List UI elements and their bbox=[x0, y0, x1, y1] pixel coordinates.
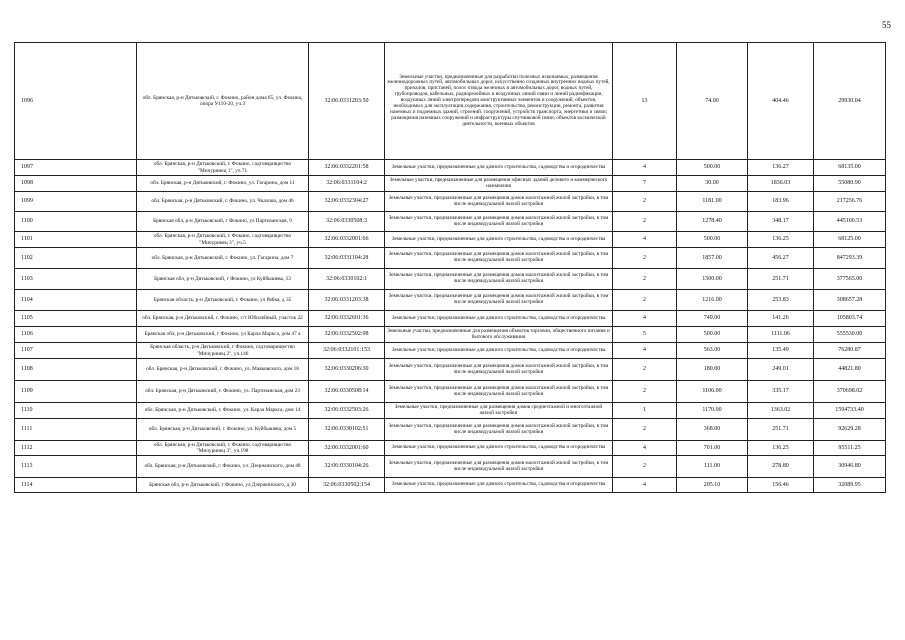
table-row bbox=[15, 441, 886, 456]
row-cadastral-number: 32:06:0332101:153 bbox=[309, 343, 385, 359]
row-address: Брянская обл, р-н Дятьковский, г Фокино, ул Партизанская, 9 bbox=[137, 212, 309, 232]
row-land-purpose: Земельные участки, предназначенные для размещения домов среднеэтажной и многоэтажной жилой застройки bbox=[385, 403, 613, 419]
table-row bbox=[15, 478, 886, 493]
row-cadastral-value: 68125.00 bbox=[814, 232, 886, 248]
row-area: 205.10 bbox=[677, 478, 748, 493]
row-cadastral-number: 32:06:0332001:60 bbox=[309, 441, 385, 456]
row-group-number: 2 bbox=[613, 359, 677, 381]
row-group-number: 7 bbox=[613, 176, 677, 192]
table-row bbox=[15, 327, 886, 343]
row-address: обл. Брянская, р-н Дятьковский, г. Фокино, ул. Гагарина, дом 7 bbox=[137, 248, 309, 269]
row-address: обл. Брянская, р-н Дятьковский, г. Фокино, с/т Юбилейный, участок 22 bbox=[137, 311, 309, 327]
row-specific-cadastral-value: 404.46 bbox=[748, 43, 814, 160]
row-number: 1101 bbox=[15, 232, 137, 248]
row-group-number: 2 bbox=[613, 192, 677, 212]
row-area: 1216.00 bbox=[677, 290, 748, 311]
row-land-purpose: Земельные участки, предназначенные для дачного строительства, садоводства и огородничества bbox=[385, 232, 613, 248]
row-number: 1110 bbox=[15, 403, 137, 419]
table-row bbox=[15, 212, 886, 232]
table-row bbox=[15, 269, 886, 290]
row-group-number: 1 bbox=[613, 403, 677, 419]
row-number: 1096 bbox=[15, 43, 137, 160]
table-row bbox=[15, 176, 886, 192]
row-address: Брянская область, р-н Дятьковский, г. Фокино, ул Рябка, д 35 bbox=[137, 290, 309, 311]
row-cadastral-number: 32:06:0332001:66 bbox=[309, 232, 385, 248]
row-cadastral-number: 32:06:0330206:30 bbox=[309, 359, 385, 381]
row-cadastral-number: 32:06:0332304:27 bbox=[309, 192, 385, 212]
row-group-number: 2 bbox=[613, 248, 677, 269]
row-land-purpose: Земельные участки, предназначенные для размещения домов малоэтажной жилой застройки, в том числе индивидуальной жилой застройки bbox=[385, 290, 613, 311]
row-number: 1111 bbox=[15, 419, 137, 441]
row-number: 1108 bbox=[15, 359, 137, 381]
row-address: обл. Брянская, р-н Дятьковский, г. Фокино, район дома 65, ул. Фокина, опора У110-20, уч.3 bbox=[137, 43, 309, 160]
row-cadastral-value: 92629.28 bbox=[814, 419, 886, 441]
row-land-purpose: Земельные участки, предназначенные для размещения офисных зданий делового и коммерческого назначения bbox=[385, 176, 613, 192]
row-land-purpose: Земельные участки, предназначенные для дачного строительства, садоводства и огородничества bbox=[385, 311, 613, 327]
row-area: 111.00 bbox=[677, 456, 748, 478]
table-row bbox=[15, 359, 886, 381]
row-area: 1106.00 bbox=[677, 381, 748, 403]
row-cadastral-value: 370698.02 bbox=[814, 381, 886, 403]
row-number: 1106 bbox=[15, 327, 137, 343]
row-area: 368.00 bbox=[677, 419, 748, 441]
row-land-purpose: Земельные участки, предназначенные для размещения домов малоэтажной жилой застройки, в том числе индивидуальной жилой застройки bbox=[385, 269, 613, 290]
row-cadastral-value: 105803.74 bbox=[814, 311, 886, 327]
table-row bbox=[15, 403, 886, 419]
row-address: Брянская обл, р-н Дятьковский, г Фокино, ул Куйбышева, 33 bbox=[137, 269, 309, 290]
row-area: 563.00 bbox=[677, 343, 748, 359]
row-cadastral-value: 68135.00 bbox=[814, 160, 886, 176]
row-number: 1105 bbox=[15, 311, 137, 327]
row-cadastral-number: 32:06:0330502:154 bbox=[309, 478, 385, 493]
row-specific-cadastral-value: 456.27 bbox=[748, 248, 814, 269]
table-row bbox=[15, 456, 886, 478]
row-land-purpose: Земельные участки, предназначенные для размещения домов малоэтажной жилой застройки, в том числе индивидуальной жилой застройки bbox=[385, 456, 613, 478]
row-land-purpose: Земельные участки, предназначенные для размещения домов малоэтажной жилой застройки, в том числе индивидуальной жилой застройки bbox=[385, 381, 613, 403]
row-cadastral-value: 377565.00 bbox=[814, 269, 886, 290]
row-group-number: 2 bbox=[613, 381, 677, 403]
row-land-purpose: Земельные участки, предназначенные для размещения домов малоэтажной жилой застройки, в том числе индивидуальной жилой застройки bbox=[385, 359, 613, 381]
row-number: 1099 bbox=[15, 192, 137, 212]
row-number: 1103 bbox=[15, 269, 137, 290]
row-group-number: 4 bbox=[613, 441, 677, 456]
row-group-number: 2 bbox=[613, 212, 677, 232]
row-specific-cadastral-value: 278.80 bbox=[748, 456, 814, 478]
row-cadastral-value: 217256.76 bbox=[814, 192, 886, 212]
table-row bbox=[15, 381, 886, 403]
table-row bbox=[15, 343, 886, 359]
row-specific-cadastral-value: 135.49 bbox=[748, 343, 814, 359]
row-cadastral-value: 555530.00 bbox=[814, 327, 886, 343]
row-cadastral-number: 32:06:0330102:1 bbox=[309, 269, 385, 290]
row-address: обл. Брянская, р-н Дятьковский, г. Фокино, ул. Чкалова, дом 46 bbox=[137, 192, 309, 212]
page-number: 55 bbox=[882, 20, 891, 30]
row-specific-cadastral-value: 136.27 bbox=[748, 160, 814, 176]
row-address: обл. Брянская, р-н Дятьковский, г. Фокино, ул. Карла Маркса, дом 14 bbox=[137, 403, 309, 419]
row-specific-cadastral-value: 251.71 bbox=[748, 269, 814, 290]
table-row bbox=[15, 419, 886, 441]
row-land-purpose: Земельные участки, предназначенные для дачного строительства, садоводства и огородничества bbox=[385, 478, 613, 493]
row-specific-cadastral-value: 251.71 bbox=[748, 419, 814, 441]
row-area: 500.00 bbox=[677, 327, 748, 343]
table-row bbox=[15, 160, 886, 176]
table-row bbox=[15, 311, 886, 327]
row-address: Брянская обл, р-н Дятьковский, г Фокино, ул Карла Маркса, дом 47 а bbox=[137, 327, 309, 343]
row-cadastral-value: 44821.80 bbox=[814, 359, 886, 381]
row-land-purpose: Земельные участки, предназначенные для размещения домов малоэтажной жилой застройки, в том числе индивидуальной жилой застройки bbox=[385, 419, 613, 441]
row-number: 1100 bbox=[15, 212, 137, 232]
row-area: 1857.00 bbox=[677, 248, 748, 269]
registry-table bbox=[14, 42, 886, 493]
row-cadastral-number: 32:06:0330104:26 bbox=[309, 456, 385, 478]
row-land-purpose: Земельные участки, предназначенные для размещения домов малоэтажной жилой застройки, в том числе индивидуальной жилой застройки bbox=[385, 212, 613, 232]
row-land-purpose: Земельные участки, предназначенные для разработки полезных ископаемых, размещения железнодорожных путей, автомобильных дорог, искусственно созданных внутренних водных путей, причалов, пристаней, полос отвода железных и автомобильных дорог, водных путей, трубопроводов, кабельных, радиорелейных и воздушных линий связи и линий радиофикации, воздушных линий электропередачи конструктивных элементов и сооружений, объектов, необходимых для эксплуатации,содержания, строительства, реконструкции, ремонта, развития наземных и подземных зданий, строений, сооружений, устройств транспорта, энергетики и связи; размещения наземных сооружений и инфраструктуры спутниковой связи, объектов космической деятельности, военных объектов bbox=[385, 43, 613, 160]
row-specific-cadastral-value: 335.17 bbox=[748, 381, 814, 403]
row-area: 30.00 bbox=[677, 176, 748, 192]
row-area: 180.00 bbox=[677, 359, 748, 381]
row-cadastral-number: 32:06:0332201:58 bbox=[309, 160, 385, 176]
table-row bbox=[15, 232, 886, 248]
row-group-number: 4 bbox=[613, 478, 677, 493]
table-row bbox=[15, 192, 886, 212]
row-cadastral-number: 32:06:0330508:3 bbox=[309, 212, 385, 232]
row-land-purpose: Земельные участки, предназначенные для дачного строительства, садоводства и огородничества bbox=[385, 160, 613, 176]
row-cadastral-value: 95511.25 bbox=[814, 441, 886, 456]
row-area: 701.00 bbox=[677, 441, 748, 456]
table-row bbox=[15, 248, 886, 269]
registry-table-body bbox=[15, 43, 886, 493]
row-cadastral-value: 847293.39 bbox=[814, 248, 886, 269]
row-number: 1097 bbox=[15, 160, 137, 176]
row-number: 1104 bbox=[15, 290, 137, 311]
row-specific-cadastral-value: 183.96 bbox=[748, 192, 814, 212]
row-land-purpose: Земельные участки, предназначенные для дачного строительства, садоводства и огородничества bbox=[385, 343, 613, 359]
row-address: Брянская обл, р-н Дятьковский, г Фокино, ул Дзержинского, д 30 bbox=[137, 478, 309, 493]
row-area: 1278.40 bbox=[677, 212, 748, 232]
row-group-number: 2 bbox=[613, 419, 677, 441]
row-cadastral-number: 32:06:0332503:26 bbox=[309, 403, 385, 419]
row-land-purpose: Земельные участки, предназначенные для размещения домов малоэтажной жилой застройки, в том числе индивидуальной жилой застройки bbox=[385, 248, 613, 269]
row-number: 1102 bbox=[15, 248, 137, 269]
row-specific-cadastral-value: 1363.02 bbox=[748, 403, 814, 419]
row-specific-cadastral-value: 136.25 bbox=[748, 441, 814, 456]
row-cadastral-number: 32:06:0332502:98 bbox=[309, 327, 385, 343]
row-address: обл. Брянская, р-н Дятьковский, г. Фокино, ул. Партизанская, дом 23 bbox=[137, 381, 309, 403]
row-address: обл. Брянская, р-н Дятьковский, г. Фокино, садтоварищество "Мичуринец 1", уч.71 bbox=[137, 160, 309, 176]
row-cadastral-number: 32:06:0331104:2 bbox=[309, 176, 385, 192]
row-number: 1112 bbox=[15, 441, 137, 456]
row-specific-cadastral-value: 1836.03 bbox=[748, 176, 814, 192]
row-cadastral-value: 445100.53 bbox=[814, 212, 886, 232]
row-group-number: 4 bbox=[613, 343, 677, 359]
row-specific-cadastral-value: 141.26 bbox=[748, 311, 814, 327]
row-group-number: 4 bbox=[613, 232, 677, 248]
table-row bbox=[15, 43, 886, 160]
row-number: 1113 bbox=[15, 456, 137, 478]
row-area: 1170.00 bbox=[677, 403, 748, 419]
row-cadastral-value: 29930.04 bbox=[814, 43, 886, 160]
row-cadastral-number: 32:06:0330508:14 bbox=[309, 381, 385, 403]
row-land-purpose: Земельные участки, предназначенные для размещения объектов торговли, общественного питания и бытового обслуживания bbox=[385, 327, 613, 343]
row-cadastral-number: 32:06:0332601:36 bbox=[309, 311, 385, 327]
row-number: 1114 bbox=[15, 478, 137, 493]
row-area: 1500.00 bbox=[677, 269, 748, 290]
row-cadastral-number: 32:06:0331203:50 bbox=[309, 43, 385, 160]
row-address: обл. Брянская, р-н Дятьковский, г. Фокино, ул. Маяковского, дом 18 bbox=[137, 359, 309, 381]
row-number: 1109 bbox=[15, 381, 137, 403]
row-area: 500.00 bbox=[677, 160, 748, 176]
row-cadastral-value: 32089.95 bbox=[814, 478, 886, 493]
row-land-purpose: Земельные участки, предназначенные для размещения домов малоэтажной жилой застройки, в том числе индивидуальной жилой застройки bbox=[385, 192, 613, 212]
row-area: 1181.00 bbox=[677, 192, 748, 212]
row-group-number: 2 bbox=[613, 290, 677, 311]
row-specific-cadastral-value: 156.46 bbox=[748, 478, 814, 493]
row-number: 1098 bbox=[15, 176, 137, 192]
row-cadastral-value: 30946.80 bbox=[814, 456, 886, 478]
row-cadastral-number: 32:06:0331104:28 bbox=[309, 248, 385, 269]
row-group-number: 13 bbox=[613, 43, 677, 160]
row-address: обл. Брянская, р-н Дятьковский, г. Фокино, садтоварищество "Мичуринец 3", уч.198 bbox=[137, 441, 309, 456]
row-area: 74.00 bbox=[677, 43, 748, 160]
row-cadastral-number: 32:06:0331203:38 bbox=[309, 290, 385, 311]
row-specific-cadastral-value: 1111.06 bbox=[748, 327, 814, 343]
row-cadastral-value: 308657.28 bbox=[814, 290, 886, 311]
row-specific-cadastral-value: 348.17 bbox=[748, 212, 814, 232]
table-row bbox=[15, 290, 886, 311]
row-area: 500.00 bbox=[677, 232, 748, 248]
row-number: 1107 bbox=[15, 343, 137, 359]
row-address: обл. Брянская, р-н Дятьковский, г. Фокино, ул. Гагарина, дом 11 bbox=[137, 176, 309, 192]
row-address: обл. Брянская, р-н Дятьковский, г. Фокино, садтоварищество "Мичуринец 3", уч.5 bbox=[137, 232, 309, 248]
row-group-number: 4 bbox=[613, 160, 677, 176]
row-specific-cadastral-value: 249.01 bbox=[748, 359, 814, 381]
row-land-purpose: Земельные участки, предназначенные для дачного строительства, садоводства и огородничества bbox=[385, 441, 613, 456]
row-address: обл. Брянская, р-н Дятьковский, г. Фокино, ул. Куйбышева, дом 5 bbox=[137, 419, 309, 441]
row-group-number: 4 bbox=[613, 311, 677, 327]
row-specific-cadastral-value: 136.25 bbox=[748, 232, 814, 248]
row-group-number: 2 bbox=[613, 456, 677, 478]
row-cadastral-value: 55080.90 bbox=[814, 176, 886, 192]
row-cadastral-number: 32:06:0330102:51 bbox=[309, 419, 385, 441]
row-group-number: 5 bbox=[613, 327, 677, 343]
row-specific-cadastral-value: 253.83 bbox=[748, 290, 814, 311]
row-group-number: 2 bbox=[613, 269, 677, 290]
row-area: 749.00 bbox=[677, 311, 748, 327]
row-cadastral-value: 1594733.40 bbox=[814, 403, 886, 419]
row-cadastral-value: 76280.87 bbox=[814, 343, 886, 359]
row-address: обл. Брянская, р-н Дятьковский, г. Фокино, ул. Дзержинского, дом 48 bbox=[137, 456, 309, 478]
row-address: Брянская область, р-н Дятьковский, г Фокино, садтоварищество "Мичуринец 2", уч.146 bbox=[137, 343, 309, 359]
